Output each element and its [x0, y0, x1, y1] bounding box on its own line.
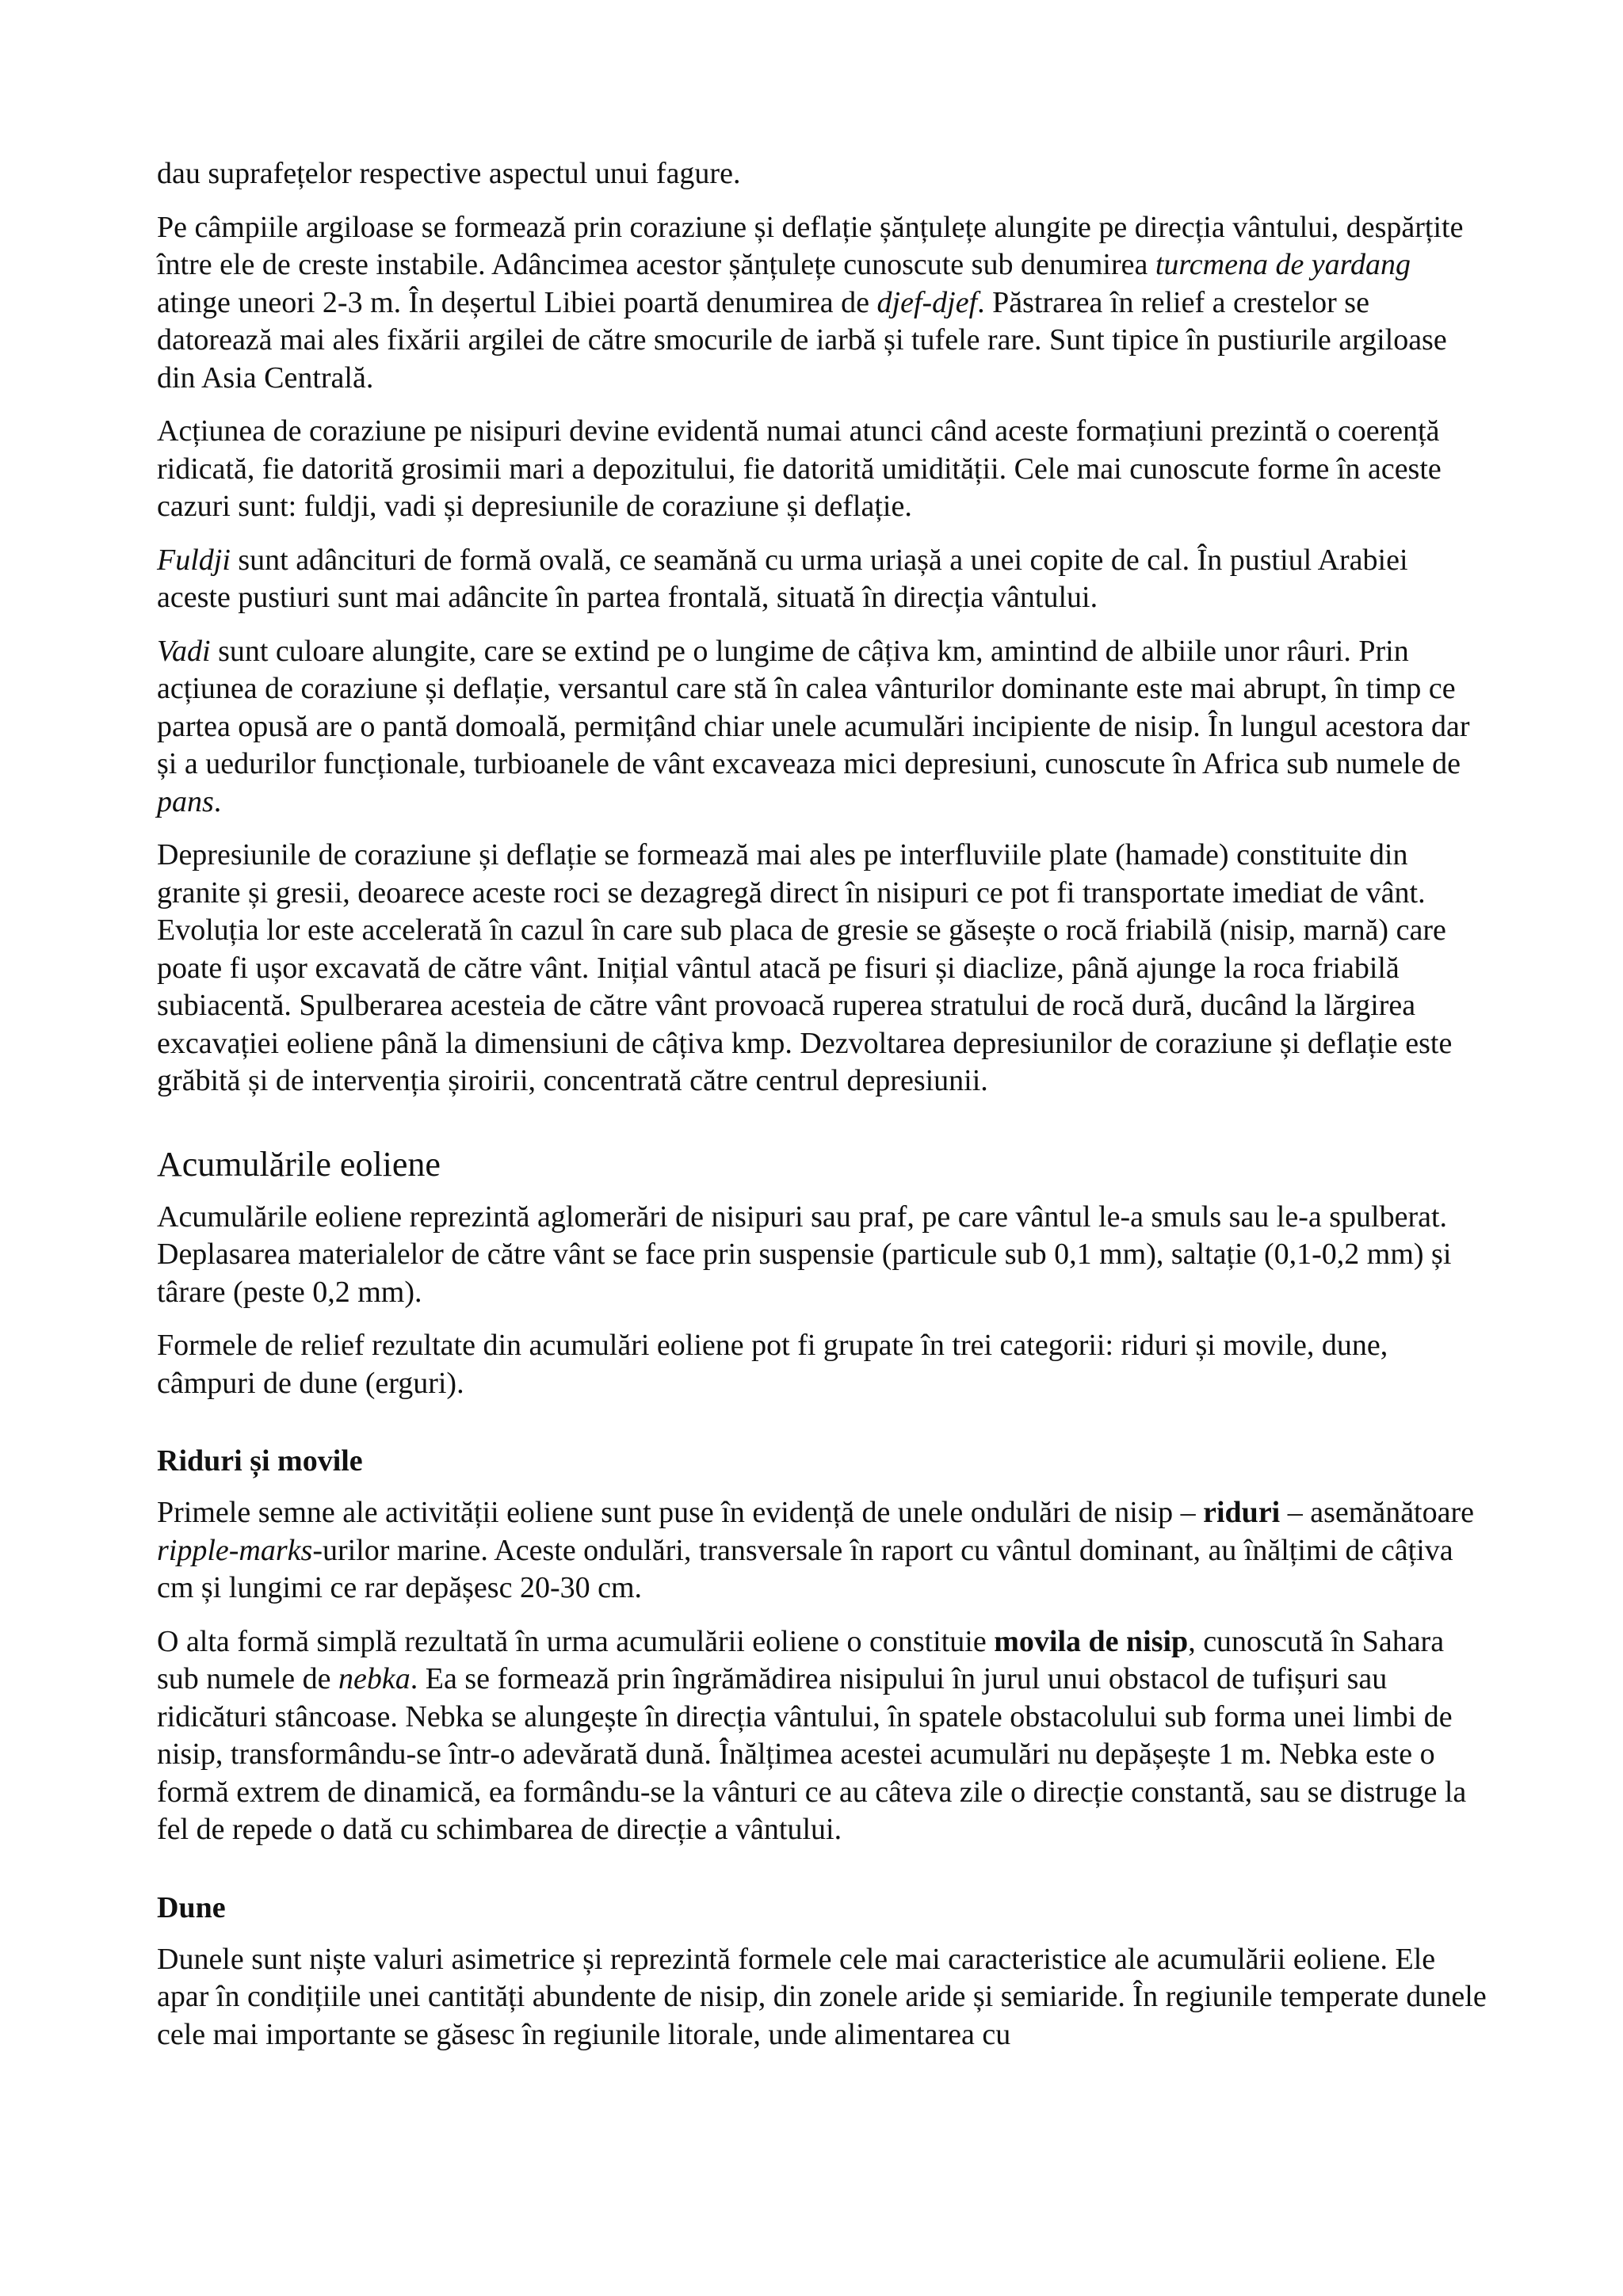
subheading-dune: Dune	[157, 1890, 226, 1924]
paragraph-riduri: Primele semne ale activității eoliene sunt puse în evidență de unele ondulări de nisip – riduri – asemănătoare ripple-marks-urilor marine. Aceste ondulări, transversale în raport cu vântul dominant, au înălțimi de câțiva cm și lungimi ce rar depășesc 20-30 cm.	[157, 1496, 1475, 1604]
paragraph-fagure: dau suprafețelor respective aspectul unui fagure.	[157, 157, 741, 190]
subheading-riduri-movile: Riduri și movile	[157, 1444, 363, 1478]
paragraph-depresiuni: Depresiunile de coraziune și deflație se formează mai ales pe interfluviile plate (hamade) constituite din granite și gresii, deoarece aceste roci se dezagregă direct în nisipuri ce pot fi transportate imediat de vânt. Evoluția lor este accelerată în cazul în care sub placa de gresie se găsește o rocă friabilă (nisip, marnă) care poate fi ușor excavată de către vânt. Inițial vântul atacă pe fisuri și diaclize, până ajunge la roca friabilă subiacentă. Spulberarea acesteia de către vânt provoacă ruperea stratului de rocă dură, ducând la lărgirea excavației eoliene până la dimensiuni de câțiva kmp. Dezvoltarea depresiunilor de coraziune și deflație este grăbită și de intervenția șiroirii, concentrată către centrul depresiunii.	[157, 838, 1453, 1097]
paragraph-coraziune-nisipuri: Acțiunea de coraziune pe nisipuri devine evidentă numai atunci când aceste formațiuni prezintă o coerență ridicată, fie datorită grosimii mari a depozitului, fie datorită umidității. Cele mai cunoscute forme în aceste cazuri sunt: fuldji, vadi și depresiunile de coraziune și deflație.	[157, 414, 1442, 523]
paragraph-vadi: Vadi sunt culoare alungite, care se extind pe o lungime de câțiva km, amintind de albiile unor râuri. Prin acțiunea de coraziune și deflație, versantul care stă în calea vânturilor dominante este mai abrupt, în timp ce partea opusă are o pantă domoală, permițând chiar unele acumulări incipiente de nisip. În lungul acestora dar și a uedurilor funcționale, turbioanele de vânt excaveaza mici depresiuni, cunoscute în Africa sub numele de pans.	[157, 634, 1470, 818]
paragraph-acumulari-intro: Acumulările eoliene reprezintă aglomerări de nisipuri sau praf, pe care vântul le-a smuls sau le-a spulberat. Deplasarea materialelor de către vânt se face prin suspensie (particule sub 0,1 mm), saltație (0,1-0,2 mm) și târare (peste 0,2 mm).	[157, 1199, 1452, 1309]
paragraph-dune: Dunele sunt niște valuri asimetrice și reprezintă formele cele mai caracteristice ale acumulării eoliene. Ele apar în condițiile unei cantități abundente de nisip, din zonele aride și semiaride. În regiunile temperate dunele cele mai importante se găsesc în regiunile litorale, unde alimentarea cu	[157, 1942, 1487, 2051]
paragraph-movila-nisip: O alta formă simplă rezultată în urma acumulării eoliene o constituie movila de nisip, cunoscută în Sahara sub numele de nebka. Ea se formează prin îngrămădirea nisipului în jurul unui obstacol de tufișuri sau ridicături stâncoase. Nebka se alungește în direcția vântului, în spatele obstacolului sub forma unei limbi de nisip, transformându-se într-o adevărată dună. Înălțimea acestei acumulări nu depășește 1 m. Nebka este o formă extrem de dinamică, ea formându-se la vânturi ce au câteva zile o direcție constantă, sau se distruge la fel de repede o dată cu schimbarea de direcție a vântului.	[157, 1624, 1467, 1846]
document-page	[157, 155, 1488, 2069]
paragraph-campii-argiloase: Pe câmpiile argiloase se formează prin coraziune și deflație șănțulețe alungite pe direcția vântului, despărțite între ele de creste instabile. Adâncimea acestor șănțulețe cunoscute sub denumirea turcmena de yardang atinge uneori 2-3 m. În deșertul Libiei poartă denumirea de djef-djef. Păstrarea în relief a crestelor se datorează mai ales fixării argilei de către smocurile de iarbă și tufele rare. Sunt tipice în pustiurile argiloase din Asia Centrală.	[157, 210, 1464, 395]
section-heading-acumulari: Acumulările eoliene	[157, 1144, 441, 1184]
paragraph-fuldji: Fuldji sunt adâncituri de formă ovală, ce seamănă cu urma uriașă a unei copite de cal. În pustiul Arabiei aceste pustiuri sunt mai adâncite în partea frontală, situată în direcția vântului.	[157, 543, 1408, 614]
paragraph-categorii: Formele de relief rezultate din acumulări eoliene pot fi grupate în trei categorii: riduri și movile, dune, câmpuri de dune (erguri).	[157, 1329, 1388, 1400]
